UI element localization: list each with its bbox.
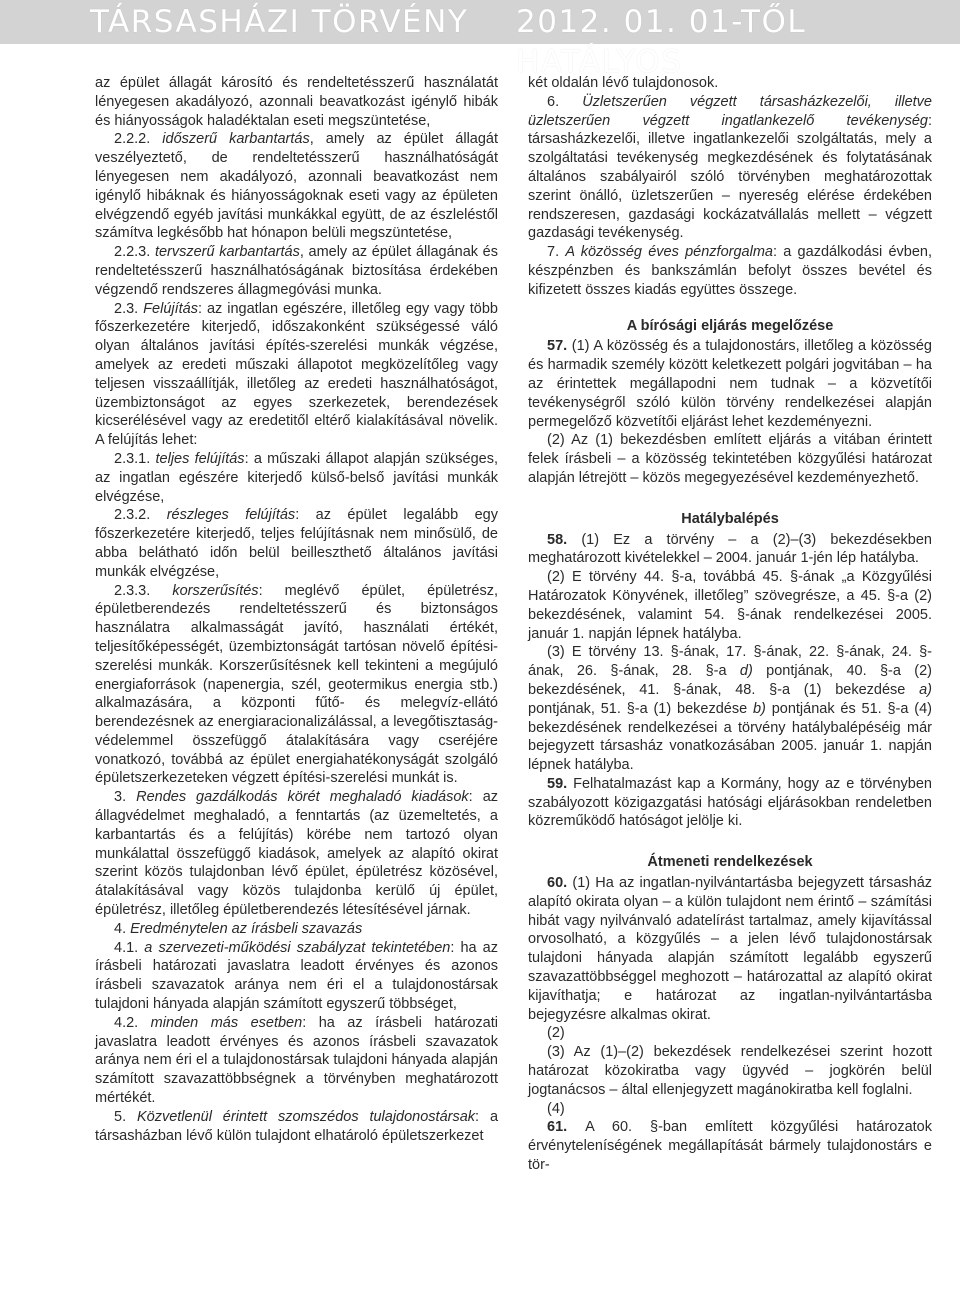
text-run: (2) E törvény 44. §-a, továbbá 45. §-ának „a Közgyűlési Határozatok Könyvének, illetőleg” szövegrésze, a 45. §-a (2) bekezdésének, valamint 54. §-ának rendelkezései 2005. január 1. napján lépnek hatályba. [528,569,932,642]
text-run: (3) Az (1)–(2) bekezdések rendelkezései szerint hozott határozat közokiratba vagy ügyvéd – jogkörén belül jogtanácsos – által ellenjegyzett magánokiratba kell foglalni. [528,1044,932,1098]
paragraph [528,74,932,93]
text-run: (4) [547,1100,565,1117]
text-run: 5. [114,1108,137,1125]
text-run: 6. [547,93,583,110]
text-run: 2.3.2. [114,507,167,524]
italic-term: Felújítás [143,300,198,317]
italic-term: tervszerű karbantartás [154,244,300,261]
text-run: : ha az írásbeli határozati javaslatra leadott érvényes és azonos írásbeli szavazatok aránya nem éri el a tulajdonostársak tulajdoni hányada alapján számított egyszerű többséget, [95,939,498,1013]
right-text-column [528,74,932,1175]
paragraph [95,506,498,581]
text-run: , amely az épület állagának és rendeltetésszerű használhatóságának biztosítása érdekében végzendő rendszeres állagmegóvási munka. [95,244,498,298]
section-heading: Hatálybalépés [681,510,779,527]
section-heading: Átmeneti rendelkezések [647,854,813,871]
text-run: 4. [114,920,131,937]
text-run: 2.3. [114,300,144,317]
text-run: (1) Ha az ingatlan-nyilvántartásba bejegyzett társasház alapító okirata olyan – a külön tulajdont nem érintő – számítási hibát vagy nyilvánvaló adatelírást tartalmaz, amely kijavítással orvosolható, a közgyűlés – a jelen lévő tulajdonostársak tulajdoni hányada alapján számított legalább egyszerű szavazattöbbséggel meghozott – határozattal az alapító okirat kijavíthatja; e határozat az ingatlan-nyilvántartásba bejegyzésre alkalmas okirat. [528,875,933,1023]
text-run: 2.2.3. [114,244,155,261]
italic-term: b) [752,700,766,717]
paragraph [95,1108,498,1146]
paragraph [95,939,498,1014]
italic-term: időszerű karbantartás [162,131,310,148]
paragraph [95,74,498,130]
paragraph [95,788,498,920]
text-run: pontjának és 51. §-a (4) bekezdésének rendelkezései a törvény hatálybalépéséig már bejegyzett társasház vonatkozásában 2005. január 1. napján lépnek hatályba. [528,700,932,774]
italic-term: a szervezeti-működési szabályzat tekintetében [144,939,451,956]
text-run: pontjának, 51. §-a (1) bekezdése [528,700,753,717]
paragraph [95,450,498,506]
section-number: 59. [547,775,574,792]
text-run: : az épület legalább egy főszerkezetére kiterjedő, teljes felújításnak nem minősülő, de abba belátható időn belül beilleszthető általános javítási munkák elvégzése, [95,507,498,580]
page-header [0,0,960,80]
text-run: két oldalán lévő tulajdonosok. [528,75,719,91]
italic-term: Eredménytelen az írásbeli szavazás [130,920,363,937]
italic-term: teljes felújítás [155,450,245,467]
paragraph [528,531,932,569]
left-text-column [95,74,498,1145]
text-run: 2.3.3. [114,582,173,599]
italic-term: minden más esetben [150,1014,303,1031]
text-run: 4.1. [114,939,145,956]
text-run: : az állagvédelmet meghaladó, a fenntartás (az üzemeltetés, a karbantartás és a felújítás) körébe nem tartozó olyan munkálattal összefüggő kiadások, amelyek az alapító okirat szerint közös tulajdonban lévő épület, épületrész közösével, átalakításával vagy közös tulajdonba kerülő új épület, épületrész, illetőleg épületberendezés létesítésével járnak. [95,789,499,919]
header-title-right: 2012. 01. 01-TŐL HATÁLYOS [516,4,807,80]
header-title-left: TÁRSASHÁZI TÖRVÉNY [90,4,469,40]
section-number: 61. [547,1119,586,1136]
text-run: 4.2. [114,1014,151,1031]
paragraph [528,337,932,431]
text-run: : társasházkezelői, illetve ingatlankezelői szolgáltatás, mely a szolgáltatási tevékenység megkezdésének és folytatásának általános szabályairól szóló törvényben meghatározottak szerint önálló, üzletszerűen – nyereség elérése érdekében rendszeresen, gazdasági kockázatvállalás mellett – végzett gazdasági tevékenység. [528,112,932,242]
italic-term: a) [919,681,932,698]
section-number: 60. [547,875,573,892]
paragraph [95,300,498,450]
text-run: Felhatalmazást kap a Kormány, hogy az e törvényben szabályozott közigazgatási hatósági eljárásokban rendeletben közreműködő hatóságot jelölje ki. [528,775,932,830]
paragraph [528,775,932,831]
text-run: (1) A közösség és a tulajdonostárs, illetőleg a közösség és harmadik személy között keletkezett polgári jogvitában – ha az érintettek megállapodni nem tudnak – a közvetítői tevékenységről szóló külön törvény rendelkezései alapján permegelőző közvetítői eljárást lehet kezdeményezni. [528,338,932,430]
paragraph [528,431,932,487]
paragraph [95,243,498,299]
paragraph [528,1043,932,1099]
text-run: (2) Az (1) bekezdésben említett eljárás a vitában érintett felek írásbeli – a közösség tekintetében közgyűlési határozat alapján létrejött – közös megegyezésével kezdeményezhető. [528,432,932,486]
text-run: , amely az épület állagát veszélyeztető, de rendeltetésszerű használhatóságát lényegesen nem akadályozó, azonnali beavatkozást nem igénylő hibáknak és hiányosságoknak eseti vagy az épületen elvégzendő egyéb javítási munkákkal együtt, de az észleléstől számítva legkésőbb hat hónapon belüli megszüntetése, [95,131,499,242]
text-run: (1) Ez a törvény – a (2)–(3) bekezdésekben meghatározott kivételekkel – 2004. január 1-jén lép hatályba. [528,531,932,567]
text-run: az épület állagát károsító és rendeltetésszerű használatát lényegesen akadályozó, azonnali beavatkozást igénylő hibák és hiányosságok haladéktalan eseti megszüntetése, [95,75,498,129]
text-run: 2.3.1. [114,450,156,467]
section-number: 57. [547,338,572,355]
text-run: : a műszaki állapot alapján szükséges, az ingatlan egészére kiterjedő külső-belső javítási munkák elvégzése, [95,450,498,505]
italic-term: Rendes gazdálkodás körét meghaladó kiadások [136,789,469,806]
text-run: A 60. §-ban említett közgyűlési határozatok érvényteleníségének megállapítását bármely tulajdonostárs e tör- [528,1119,932,1174]
paragraph [528,243,932,299]
text-run: 7. [547,244,566,261]
paragraph [95,920,498,939]
paragraph [95,582,498,789]
paragraph [528,1118,932,1174]
section-heading: A bírósági eljárás megelőzése [626,317,834,334]
paragraph [528,1024,932,1043]
paragraph [95,1014,498,1108]
italic-term: Üzletszerűen végzett társasházkezelői, illetve üzletszerűen végzett ingatlankezelő tevékenység [528,93,932,129]
italic-term: Közvetlenül érintett szomszédos tulajdonostársak [136,1108,476,1125]
text-run: : ha az írásbeli határozati javaslatra leadott érvényes és azonos írásbeli szavazatok aránya nem éri el a tulajdonostársak tulajdoni hányada alapján számított szavazattöbbségnek a törvényben meghatározott mértékét. [95,1014,498,1107]
paragraph [528,93,932,243]
text-run: 2.2.2. [114,131,163,148]
italic-term: részleges felújítás [166,507,296,524]
section-number: 58. [547,531,582,548]
paragraph [528,568,932,643]
italic-term: korszerűsítés [172,582,259,599]
paragraph [95,130,498,243]
paragraph [528,1100,932,1119]
text-run: pontjának, 40. §-a (2) bekezdésének, 41. §-ának, 48. §-a (1) bekezdése [528,663,932,698]
paragraph [528,643,932,775]
text-run: (3) E törvény 13. §-ának, 17. §-ának, 22. §-ának, 24. §-ának, 26. §-ának, 28. §-a [528,644,932,680]
text-run: : a gazdálkodási évben, készpénzben és bankszámlán befolyt összes bevétel és kifizetett összes kiadás együttes összege. [528,244,932,298]
italic-term: d) [739,663,753,680]
text-run: : az ingatlan egészére, illetőleg egy vagy több főszerkezetére kiterjedő, időszakonként szükségessé váló olyan általános javítási építés-szerelési munkák végzése, amelyek az eredeti műszaki állapotot megközelítőleg vagy teljesen visszaállítják, illetőleg az eredeti használhatóságot, üzembiztonságot az egyes szerkezetek, berendezések kicserélésével vagy az eredetitől eltérő kialakításával növelik. A felújítás lehet: [95,300,499,449]
text-run: 3. [114,789,137,806]
text-run: (2) [547,1025,565,1042]
italic-term: A közösség éves pénzforgalma [565,244,773,261]
text-run: : a társasházban lévő külön tulajdont elhatároló épületszerkezet [95,1108,499,1144]
paragraph [528,874,932,1024]
text-run: : meglévő épület, épületrész, épületberendezés rendeltetésszerű és biztonságos használatra alkalmasságát javító, használati értékét, teljesítőképességét, üzembiztonságát tartósan növelő építési-szerelési munkák. Korszerűsítésnek kell tekinteni a megújuló energiaforrások (napenergia, szél, geotermikus energia stb.) alkalmazására, a központi fűtő- és melegvíz-ellátó berendezésnek az energiaracionalizálással, a levegőtisztaság-védelemmel összefüggő átalakítására vagy cseréjére vonatkozó, továbbá az épület energiahatékonyságát szolgáló épületszerkezeteken végzett építési-szerelési munkát is. [95,582,498,787]
